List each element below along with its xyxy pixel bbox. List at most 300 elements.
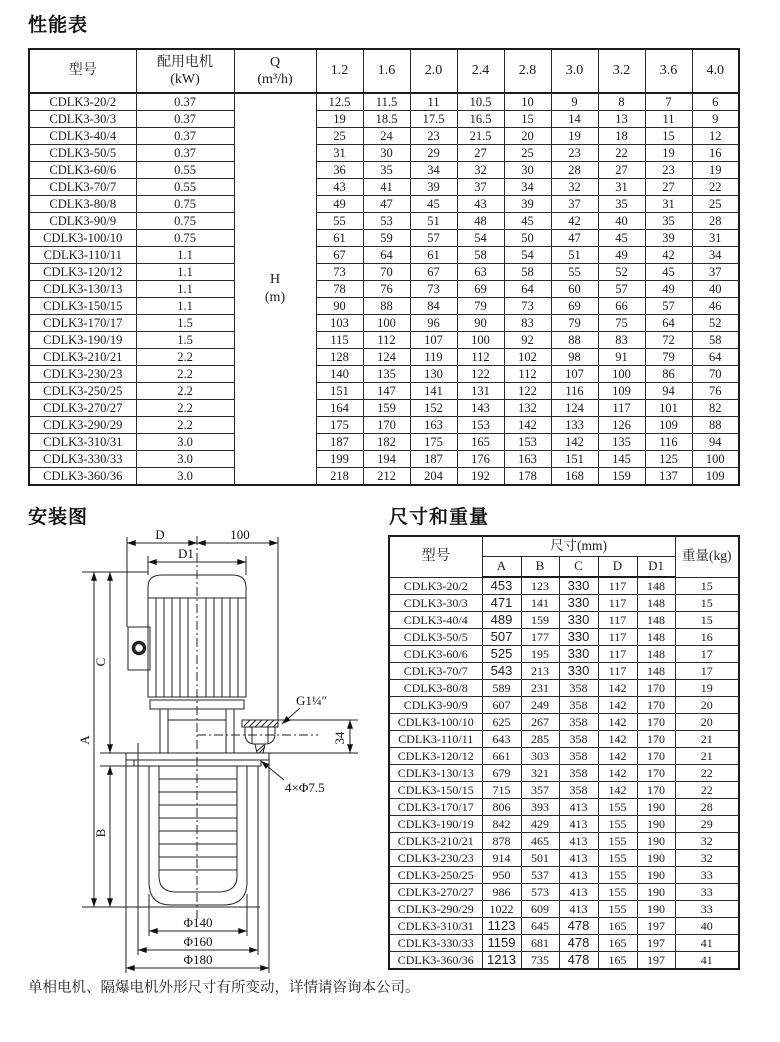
model-cell: CDLK3-40/4 <box>389 612 482 629</box>
cable-gland <box>134 643 145 654</box>
flow-symbol: Q <box>269 54 281 70</box>
performance-row <box>29 349 739 366</box>
model-cell: CDLK3-30/3 <box>389 595 482 612</box>
performance-row <box>29 298 739 315</box>
size-cell: 155 <box>598 833 637 850</box>
head-value-cell: 32 <box>457 162 504 179</box>
dimensions-row <box>389 731 739 748</box>
size-cell: 148 <box>637 629 675 646</box>
head-value-cell: 31 <box>692 230 739 247</box>
model-cell: CDLK3-170/17 <box>389 799 482 816</box>
head-value-cell: 90 <box>316 298 363 315</box>
model-cell: CDLK3-120/12 <box>389 748 482 765</box>
size-cell: 950 <box>482 867 521 884</box>
head-value-cell: 46 <box>692 298 739 315</box>
head-value-cell: 212 <box>363 468 410 486</box>
size-cell: 645 <box>521 918 559 935</box>
size-cell: 165 <box>598 952 637 970</box>
head-value-cell: 109 <box>692 468 739 486</box>
head-value-cell: 64 <box>504 281 551 298</box>
head-value-cell: 16 <box>692 145 739 162</box>
size-cell: 914 <box>482 850 521 867</box>
head-value-cell: 218 <box>316 468 363 486</box>
size-cell: 155 <box>598 884 637 901</box>
model-cell: CDLK3-70/7 <box>389 663 482 680</box>
size-cell: 413 <box>559 816 598 833</box>
model-cell: CDLK3-330/33 <box>29 451 136 468</box>
motor-power-cell: 2.2 <box>136 349 234 366</box>
dimensions-row <box>389 629 739 646</box>
model-cell: CDLK3-30/3 <box>29 111 136 128</box>
head-value-cell: 178 <box>504 468 551 486</box>
installation-title: 安装图 <box>28 506 89 528</box>
flow-value-header: 3.2 <box>598 49 645 93</box>
weight-cell: 15 <box>675 612 739 629</box>
head-value-cell: 94 <box>645 383 692 400</box>
size-cell: 142 <box>598 782 637 799</box>
motor-unit: (kW) <box>170 72 200 87</box>
head-value-cell: 16.5 <box>457 111 504 128</box>
head-value-cell: 25 <box>692 196 739 213</box>
head-value-cell: 57 <box>410 230 457 247</box>
flow-value-header: 1.6 <box>363 49 410 93</box>
size-cell: 413 <box>559 901 598 918</box>
motor-power-cell: 1.1 <box>136 298 234 315</box>
head-value-cell: 37 <box>692 264 739 281</box>
model-cell: CDLK3-210/21 <box>29 349 136 366</box>
head-value-cell: 140 <box>316 366 363 383</box>
size-cell: 148 <box>637 646 675 663</box>
weight-cell: 19 <box>675 680 739 697</box>
head-value-cell: 12 <box>692 128 739 145</box>
diagram-linework <box>82 536 358 973</box>
dim-label-100: 100 <box>230 528 250 542</box>
model-cell: CDLK3-60/6 <box>389 646 482 663</box>
head-value-cell: 53 <box>363 213 410 230</box>
size-cell: 625 <box>482 714 521 731</box>
size-cell: 249 <box>521 697 559 714</box>
head-value-cell: 96 <box>410 315 457 332</box>
performance-header-row <box>29 49 739 93</box>
head-value-cell: 64 <box>645 315 692 332</box>
size-col-header: B <box>521 557 559 578</box>
dimensions-row <box>389 646 739 663</box>
motor-power-cell: 3.0 <box>136 468 234 486</box>
head-value-cell: 153 <box>457 417 504 434</box>
size-cell: 806 <box>482 799 521 816</box>
model-cell: CDLK3-190/19 <box>389 816 482 833</box>
head-value-cell: 39 <box>645 230 692 247</box>
size-cell: 190 <box>637 901 675 918</box>
model-cell: CDLK3-20/2 <box>29 93 136 111</box>
head-value-cell: 30 <box>363 145 410 162</box>
head-value-cell: 54 <box>457 230 504 247</box>
motor-power-cell: 0.37 <box>136 145 234 162</box>
performance-row <box>29 93 739 111</box>
head-value-cell: 82 <box>692 400 739 417</box>
head-value-cell: 73 <box>504 298 551 315</box>
head-value-cell: 41 <box>363 179 410 196</box>
performance-row <box>29 332 739 349</box>
head-value-cell: 12.5 <box>316 93 363 111</box>
head-value-cell: 45 <box>410 196 457 213</box>
head-value-cell: 88 <box>692 417 739 434</box>
head-value-cell: 187 <box>316 434 363 451</box>
motor-power-cell: 3.0 <box>136 434 234 451</box>
head-value-cell: 15 <box>645 128 692 145</box>
dimensions-row <box>389 918 739 935</box>
model-cell: CDLK3-330/33 <box>389 935 482 952</box>
head-value-cell: 76 <box>363 281 410 298</box>
size-cell: 155 <box>598 816 637 833</box>
flow-value-header: 2.8 <box>504 49 551 93</box>
size-cell: 393 <box>521 799 559 816</box>
size-cell: 478 <box>559 952 598 970</box>
model-cell: CDLK3-50/5 <box>389 629 482 646</box>
size-cell: 358 <box>559 782 598 799</box>
head-value-cell: 67 <box>410 264 457 281</box>
head-value-cell: 145 <box>598 451 645 468</box>
head-value-cell: 34 <box>692 247 739 264</box>
pump-barrel-inner <box>159 766 237 892</box>
head-value-cell: 115 <box>316 332 363 349</box>
performance-row <box>29 264 739 281</box>
model-cell: CDLK3-100/10 <box>29 230 136 247</box>
head-value-cell: 109 <box>598 383 645 400</box>
head-value-cell: 40 <box>598 213 645 230</box>
dimensions-row <box>389 782 739 799</box>
dimensions-row <box>389 935 739 952</box>
head-value-cell: 164 <box>316 400 363 417</box>
head-value-cell: 23 <box>551 145 598 162</box>
head-value-cell: 151 <box>551 451 598 468</box>
head-value-cell: 6 <box>692 93 739 111</box>
size-cell: 285 <box>521 731 559 748</box>
head-value-cell: 159 <box>598 468 645 486</box>
size-cell: 478 <box>559 918 598 935</box>
head-value-cell: 11.5 <box>363 93 410 111</box>
head-value-cell: 31 <box>645 196 692 213</box>
weight-cell: 29 <box>675 816 739 833</box>
size-cell: 643 <box>482 731 521 748</box>
dimensions-table-header <box>389 536 739 577</box>
head-value-cell: 34 <box>410 162 457 179</box>
head-value-cell: 28 <box>551 162 598 179</box>
head-value-cell: 76 <box>692 383 739 400</box>
head-value-cell: 10 <box>504 93 551 111</box>
model-cell: CDLK3-50/5 <box>29 145 136 162</box>
dimensions-row <box>389 612 739 629</box>
size-cell: 190 <box>637 884 675 901</box>
size-cell: 117 <box>598 663 637 680</box>
model-cell: CDLK3-210/21 <box>389 833 482 850</box>
head-value-cell: 18.5 <box>363 111 410 128</box>
model-cell: CDLK3-130/13 <box>29 281 136 298</box>
dim-label-d: D <box>155 528 165 542</box>
size-cell: 141 <box>521 595 559 612</box>
head-value-cell: 102 <box>504 349 551 366</box>
model-cell: CDLK3-110/11 <box>29 247 136 264</box>
head-value-cell: 10.5 <box>457 93 504 111</box>
size-cell: 155 <box>598 901 637 918</box>
head-value-cell: 143 <box>457 400 504 417</box>
head-value-cell: 58 <box>457 247 504 264</box>
model-cell: CDLK3-360/36 <box>29 468 136 486</box>
thread-label: G1¼″ <box>296 693 328 708</box>
head-value-cell: 57 <box>645 298 692 315</box>
bolt-holes-label: 4×Φ7.5 <box>285 780 325 795</box>
size-cell: 197 <box>637 918 675 935</box>
size-cell: 195 <box>521 646 559 663</box>
weight-cell: 32 <box>675 833 739 850</box>
flow-value-header: 2.4 <box>457 49 504 93</box>
head-value-cell: 9 <box>551 93 598 111</box>
size-cell: 155 <box>598 867 637 884</box>
model-cell: CDLK3-270/27 <box>29 400 136 417</box>
flow-value-header: 4.0 <box>692 49 739 93</box>
size-cell: 190 <box>637 833 675 850</box>
size-cell: 507 <box>482 629 521 646</box>
head-value-cell: 131 <box>457 383 504 400</box>
size-cell: 330 <box>559 612 598 629</box>
weight-cell: 22 <box>675 782 739 799</box>
weight-cell: 33 <box>675 901 739 918</box>
head-value-cell: 55 <box>551 264 598 281</box>
size-cell: 358 <box>559 765 598 782</box>
head-unit-cell <box>234 93 316 485</box>
motor-power-cell: 0.37 <box>136 111 234 128</box>
model-cell: CDLK3-250/25 <box>29 383 136 400</box>
model-cell: CDLK3-270/27 <box>389 884 482 901</box>
installation-diagram <box>28 528 380 996</box>
head-value-cell: 88 <box>551 332 598 349</box>
head-value-cell: 100 <box>363 315 410 332</box>
weight-cell: 20 <box>675 714 739 731</box>
head-value-cell: 152 <box>410 400 457 417</box>
head-value-cell: 21.5 <box>457 128 504 145</box>
head-value-cell: 112 <box>363 332 410 349</box>
head-value-cell: 70 <box>363 264 410 281</box>
head-value-cell: 194 <box>363 451 410 468</box>
size-cell: 142 <box>598 765 637 782</box>
weight-cell: 22 <box>675 765 739 782</box>
head-value-cell: 51 <box>410 213 457 230</box>
head-value-cell: 94 <box>692 434 739 451</box>
dimensions-row <box>389 799 739 816</box>
size-cell: 986 <box>482 884 521 901</box>
model-cell: CDLK3-60/6 <box>29 162 136 179</box>
size-cell: 142 <box>598 697 637 714</box>
weight-cell: 17 <box>675 646 739 663</box>
head-value-cell: 117 <box>598 400 645 417</box>
dimensions-row <box>389 850 739 867</box>
terminal-box <box>128 627 150 670</box>
head-value-cell: 52 <box>598 264 645 281</box>
model-cell: CDLK3-250/25 <box>389 867 482 884</box>
model-cell: CDLK3-80/8 <box>389 680 482 697</box>
dimensions-row <box>389 816 739 833</box>
size-cell: 303 <box>521 748 559 765</box>
head-value-cell: 8 <box>598 93 645 111</box>
motor-label: 配用电机 <box>157 54 213 70</box>
model-cell: CDLK3-150/15 <box>29 298 136 315</box>
head-value-cell: 17.5 <box>410 111 457 128</box>
head-value-cell: 25 <box>316 128 363 145</box>
model-cell: CDLK3-110/11 <box>389 731 482 748</box>
dim-label-phi140: Φ140 <box>183 915 213 930</box>
head-value-cell: 58 <box>692 332 739 349</box>
head-value-cell: 67 <box>316 247 363 264</box>
size-cell: 357 <box>521 782 559 799</box>
head-value-cell: 11 <box>645 111 692 128</box>
head-value-cell: 9 <box>692 111 739 128</box>
dim-label-b: B <box>93 828 108 838</box>
head-value-cell: 64 <box>363 247 410 264</box>
model-cell: CDLK3-20/2 <box>389 577 482 595</box>
performance-row <box>29 230 739 247</box>
head-value-cell: 124 <box>363 349 410 366</box>
head-value-cell: 35 <box>645 213 692 230</box>
motor-power-cell: 3.0 <box>136 451 234 468</box>
size-cell: 661 <box>482 748 521 765</box>
size-cell: 142 <box>598 714 637 731</box>
head-value-cell: 79 <box>457 298 504 315</box>
size-cell: 842 <box>482 816 521 833</box>
model-cell: CDLK3-120/12 <box>29 264 136 281</box>
weight-cell: 20 <box>675 697 739 714</box>
dimensions-row <box>389 833 739 850</box>
size-cell: 117 <box>598 595 637 612</box>
model-cell: CDLK3-90/9 <box>29 213 136 230</box>
head-value-cell: 58 <box>504 264 551 281</box>
dimensions-row <box>389 952 739 970</box>
head-value-cell: 19 <box>692 162 739 179</box>
performance-table-body <box>29 93 739 485</box>
motor-power-cell: 1.1 <box>136 247 234 264</box>
size-cell: 123 <box>521 577 559 595</box>
head-value-cell: 59 <box>363 230 410 247</box>
head-value-cell: 142 <box>504 417 551 434</box>
weight-cell: 41 <box>675 952 739 970</box>
head-value-cell: 34 <box>504 179 551 196</box>
size-cell: 267 <box>521 714 559 731</box>
weight-cell: 17 <box>675 663 739 680</box>
head-value-cell: 168 <box>551 468 598 486</box>
head-value-cell: 70 <box>692 366 739 383</box>
dimensions-header-row <box>389 536 739 557</box>
size-cell: 358 <box>559 748 598 765</box>
weight-column-header: 重量(kg) <box>675 536 739 577</box>
performance-row <box>29 111 739 128</box>
head-value-cell: 79 <box>645 349 692 366</box>
size-cell: 358 <box>559 697 598 714</box>
head-value-cell: 54 <box>504 247 551 264</box>
head-value-cell: 61 <box>410 247 457 264</box>
performance-row <box>29 434 739 451</box>
model-cell: CDLK3-230/23 <box>29 366 136 383</box>
head-value-cell: 124 <box>551 400 598 417</box>
head-value-cell: 51 <box>551 247 598 264</box>
model-column-header: 型号 <box>389 536 482 577</box>
size-cell: 190 <box>637 799 675 816</box>
head-value-cell: 27 <box>645 179 692 196</box>
motor-power-cell: 0.37 <box>136 93 234 111</box>
model-cell: CDLK3-150/15 <box>389 782 482 799</box>
size-cell: 177 <box>521 629 559 646</box>
size-cell: 413 <box>559 833 598 850</box>
head-value-cell: 159 <box>363 400 410 417</box>
size-cell: 330 <box>559 663 598 680</box>
performance-table-header <box>29 49 739 93</box>
head-value-cell: 133 <box>551 417 598 434</box>
flow-column-header <box>234 49 316 93</box>
size-cell: 413 <box>559 850 598 867</box>
model-cell: CDLK3-290/29 <box>389 901 482 918</box>
head-value-cell: 130 <box>410 366 457 383</box>
size-cell: 330 <box>559 595 598 612</box>
size-cell: 1123 <box>482 918 521 935</box>
performance-row <box>29 213 739 230</box>
size-cell: 148 <box>637 595 675 612</box>
weight-cell: 28 <box>675 799 739 816</box>
head-value-cell: 24 <box>363 128 410 145</box>
head-value-cell: 32 <box>551 179 598 196</box>
head-value-cell: 45 <box>504 213 551 230</box>
dimensions-row <box>389 884 739 901</box>
dimensions-row <box>389 901 739 918</box>
size-cell: 190 <box>637 867 675 884</box>
head-value-cell: 109 <box>645 417 692 434</box>
size-cell: 159 <box>521 612 559 629</box>
size-cell: 148 <box>637 577 675 595</box>
size-cell: 358 <box>559 731 598 748</box>
head-value-cell: 90 <box>457 315 504 332</box>
size-cell: 117 <box>598 612 637 629</box>
head-value-cell: 69 <box>457 281 504 298</box>
dim-label-a: A <box>77 735 92 745</box>
size-cell: 170 <box>637 765 675 782</box>
head-value-cell: 151 <box>316 383 363 400</box>
dim-label-d1: D1 <box>178 546 194 561</box>
head-value-cell: 18 <box>598 128 645 145</box>
model-cell: CDLK3-170/17 <box>29 315 136 332</box>
motor-power-cell: 0.55 <box>136 179 234 196</box>
weight-cell: 33 <box>675 867 739 884</box>
weight-cell: 33 <box>675 884 739 901</box>
weight-cell: 41 <box>675 935 739 952</box>
head-value-cell: 100 <box>457 332 504 349</box>
head-value-cell: 125 <box>645 451 692 468</box>
head-value-cell: 55 <box>316 213 363 230</box>
head-value-cell: 163 <box>504 451 551 468</box>
head-unit: (m) <box>264 290 286 305</box>
size-cell: 681 <box>521 935 559 952</box>
head-value-cell: 100 <box>692 451 739 468</box>
head-value-cell: 30 <box>504 162 551 179</box>
head-value-cell: 175 <box>410 434 457 451</box>
size-cell: 715 <box>482 782 521 799</box>
size-cell: 142 <box>598 731 637 748</box>
model-cell: CDLK3-70/7 <box>29 179 136 196</box>
size-col-header: A <box>482 557 521 578</box>
head-value-cell: 22 <box>692 179 739 196</box>
head-value-cell: 63 <box>457 264 504 281</box>
head-value-cell: 31 <box>598 179 645 196</box>
head-value-cell: 83 <box>598 332 645 349</box>
head-value-cell: 128 <box>316 349 363 366</box>
diagram-labels <box>77 528 347 967</box>
flow-unit: (m³/h) <box>257 72 293 87</box>
